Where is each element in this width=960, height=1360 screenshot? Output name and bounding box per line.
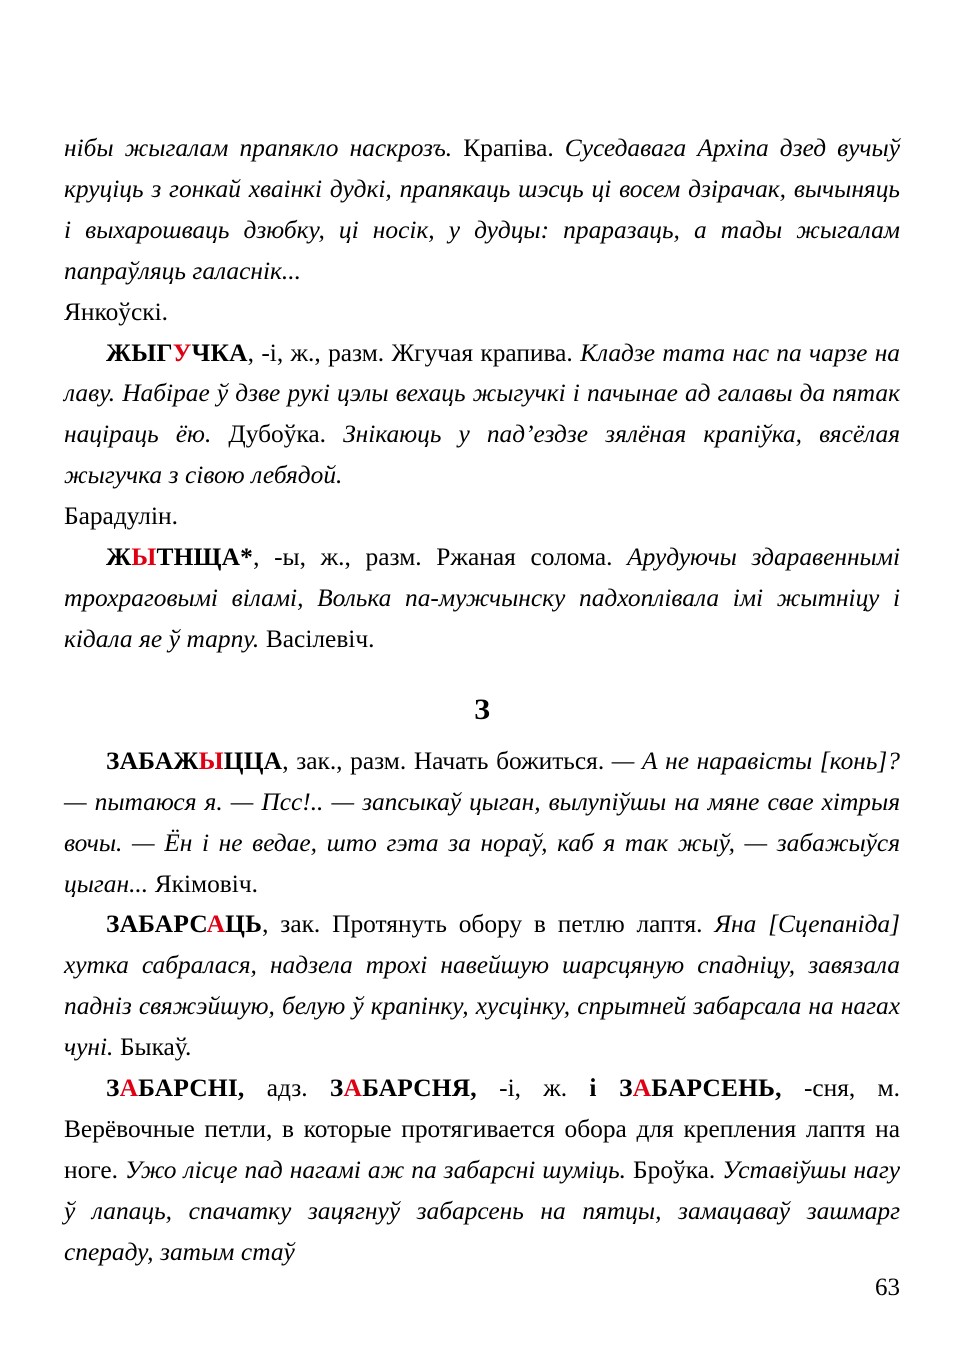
citation-1: Кладзе тата нас па чарзе на лаву. Набірае ў дзве рукі цэлы вехаць жыгучкі і пачынае ад галавы да пятак націраць ёю. bbox=[64, 338, 900, 449]
headword-variant-2-post: БАРСНЯ, bbox=[362, 1074, 477, 1103]
headword-variant-3-accent-letter: А bbox=[632, 1074, 652, 1103]
dictionary-entry-zabazhytstsa bbox=[64, 741, 900, 905]
headword-accent-letter: Ы bbox=[198, 746, 224, 775]
grammar-note-3: -сня, м. bbox=[781, 1074, 900, 1103]
headword-part-pre: ЖЫГ bbox=[106, 338, 173, 367]
headword-variant-2-accent-letter: А bbox=[343, 1074, 363, 1103]
grammar-note: -і, ж., разм. bbox=[253, 338, 392, 367]
headword-part-pre: ЗАБАРС bbox=[106, 910, 207, 939]
headword-accent-letter: У bbox=[172, 338, 192, 367]
text-column bbox=[64, 128, 900, 1273]
headword bbox=[106, 339, 248, 367]
headword-part-pre: ЗАБАЖ bbox=[106, 746, 199, 775]
grammar-note: зак., разм. bbox=[288, 746, 414, 775]
citation-source-1: Якімовіч. bbox=[148, 869, 258, 898]
continued-source-2: Янкоўскі. bbox=[64, 297, 168, 326]
citation-2: Уставіўшы нагу ў лапаць, спачатку зацягнуў забарсень на пятцы, замацаваў зашмарг спераду, затым стаў bbox=[64, 1155, 900, 1266]
citation-source-1: Дубоўка. bbox=[211, 420, 344, 449]
headword-part-post: ЦЦА bbox=[223, 746, 283, 775]
definition: Начать божиться. bbox=[413, 746, 612, 775]
dictionary-entry-zhyguchka bbox=[64, 333, 900, 538]
headword-part-post: ЧКА bbox=[191, 338, 248, 367]
headword-accent-letter: А bbox=[206, 910, 226, 939]
dictionary-entry-zabarsni bbox=[64, 1068, 900, 1273]
headword-part-post: ЦЬ bbox=[225, 910, 263, 939]
page-number: 63 bbox=[875, 1274, 900, 1301]
headword-part-post: БАРСНІ, bbox=[138, 1074, 245, 1103]
headword bbox=[106, 543, 253, 571]
headword-variant-3-pre: З bbox=[619, 1074, 633, 1103]
headword-part-post: ТНЩА* bbox=[156, 543, 254, 572]
continued-source-1: Крапіва. bbox=[463, 134, 554, 162]
headword-variant-3 bbox=[619, 1074, 782, 1102]
headword-variant-2-pre: З bbox=[329, 1074, 344, 1103]
definition: Ржаная солома. bbox=[436, 543, 628, 572]
letter-section-heading: З bbox=[474, 692, 490, 726]
headword-comma: , bbox=[282, 746, 289, 775]
paragraph-continued bbox=[64, 128, 900, 333]
citation-2: Знікаюць у пад’ездзе зялёная крапіўка, вясёлая жыгучка з сівою лебядой. bbox=[64, 420, 901, 490]
headword-variant-2 bbox=[330, 1074, 477, 1102]
headword-accent-letter: Ы bbox=[131, 543, 157, 572]
headword-part-pre: З bbox=[106, 1074, 120, 1103]
citation-source-1: Быкаў. bbox=[113, 1033, 192, 1062]
headword-part-pre: Ж bbox=[106, 543, 132, 572]
continued-italic-lead: нібы жыгалам прапякло наскрозъ. bbox=[64, 134, 453, 162]
citation-1: Ужо лісце пад нагамі аж па забарсні шуміць. bbox=[125, 1155, 627, 1184]
grammar-note-2: -і, ж. bbox=[476, 1074, 590, 1103]
headword bbox=[106, 747, 282, 775]
grammar-note: -ы, ж., разм. bbox=[259, 543, 437, 572]
headword bbox=[106, 910, 262, 938]
dictionary-entry-zabarsats bbox=[64, 904, 900, 1068]
headword-comma: , bbox=[253, 543, 260, 572]
headword bbox=[106, 1074, 244, 1102]
citation-1: — А не наравісты [конь]? — пытаюся я. — Псс!.. — запсыкаў цыган, вылупіўшы на мяне свае хітрыя вочы. — Ён і не ведае, што гэта за нораў, каб я так жыў, — забажыўся цыган... bbox=[64, 746, 900, 898]
citation-source-1: Васілевіч. bbox=[259, 624, 375, 653]
headword-accent-letter: А bbox=[119, 1074, 139, 1103]
definition: Верёвочные петли, в которые протягивается обора для крепления лаптя на ноге. bbox=[64, 1114, 900, 1184]
citation-source-2: Барадулін. bbox=[64, 502, 178, 531]
citation-1: Яна [Сцепаніда] хутка сабралася, надзела трохі навейшую шарсцяную спадніцу, завязала падніз свяжэйшую, белую ў крапінку, хусцінку, спрытней забарсала на нагах чуні. bbox=[64, 910, 901, 1062]
grammar-note-1: адз. bbox=[244, 1074, 330, 1103]
variant-conjunction: і bbox=[589, 1074, 620, 1103]
grammar-note: зак. bbox=[268, 910, 333, 939]
headword-comma: , bbox=[262, 910, 269, 939]
definition: Жгучая крапива. bbox=[391, 338, 581, 367]
headword-variant-3-post: БАРСЕНЬ, bbox=[651, 1074, 782, 1103]
definition: Протянуть обору в петлю лаптя. bbox=[332, 910, 715, 939]
continued-italic-body: Суседавага Архіпа дзед вучыў круціць з гонкай хваінкі дудкі, прапякаць шэсць ці восем дзірачак, вычыняць і выхарошваць дзюбку, ці носік, у дудцы: праразаць, а тады жыгалам папраўляць галаснік... bbox=[64, 134, 900, 285]
headword-comma: , bbox=[247, 338, 254, 367]
citation-1: Арудуючы здаравеннымі трохраговымі віламі, Волька па-мужчынску падхоплівала імі жытніцу і кідала яе ў тарпу. bbox=[64, 543, 900, 653]
dictionary-entry-zhytnshcha bbox=[64, 537, 900, 660]
citation-source-1: Броўка. bbox=[626, 1155, 723, 1184]
